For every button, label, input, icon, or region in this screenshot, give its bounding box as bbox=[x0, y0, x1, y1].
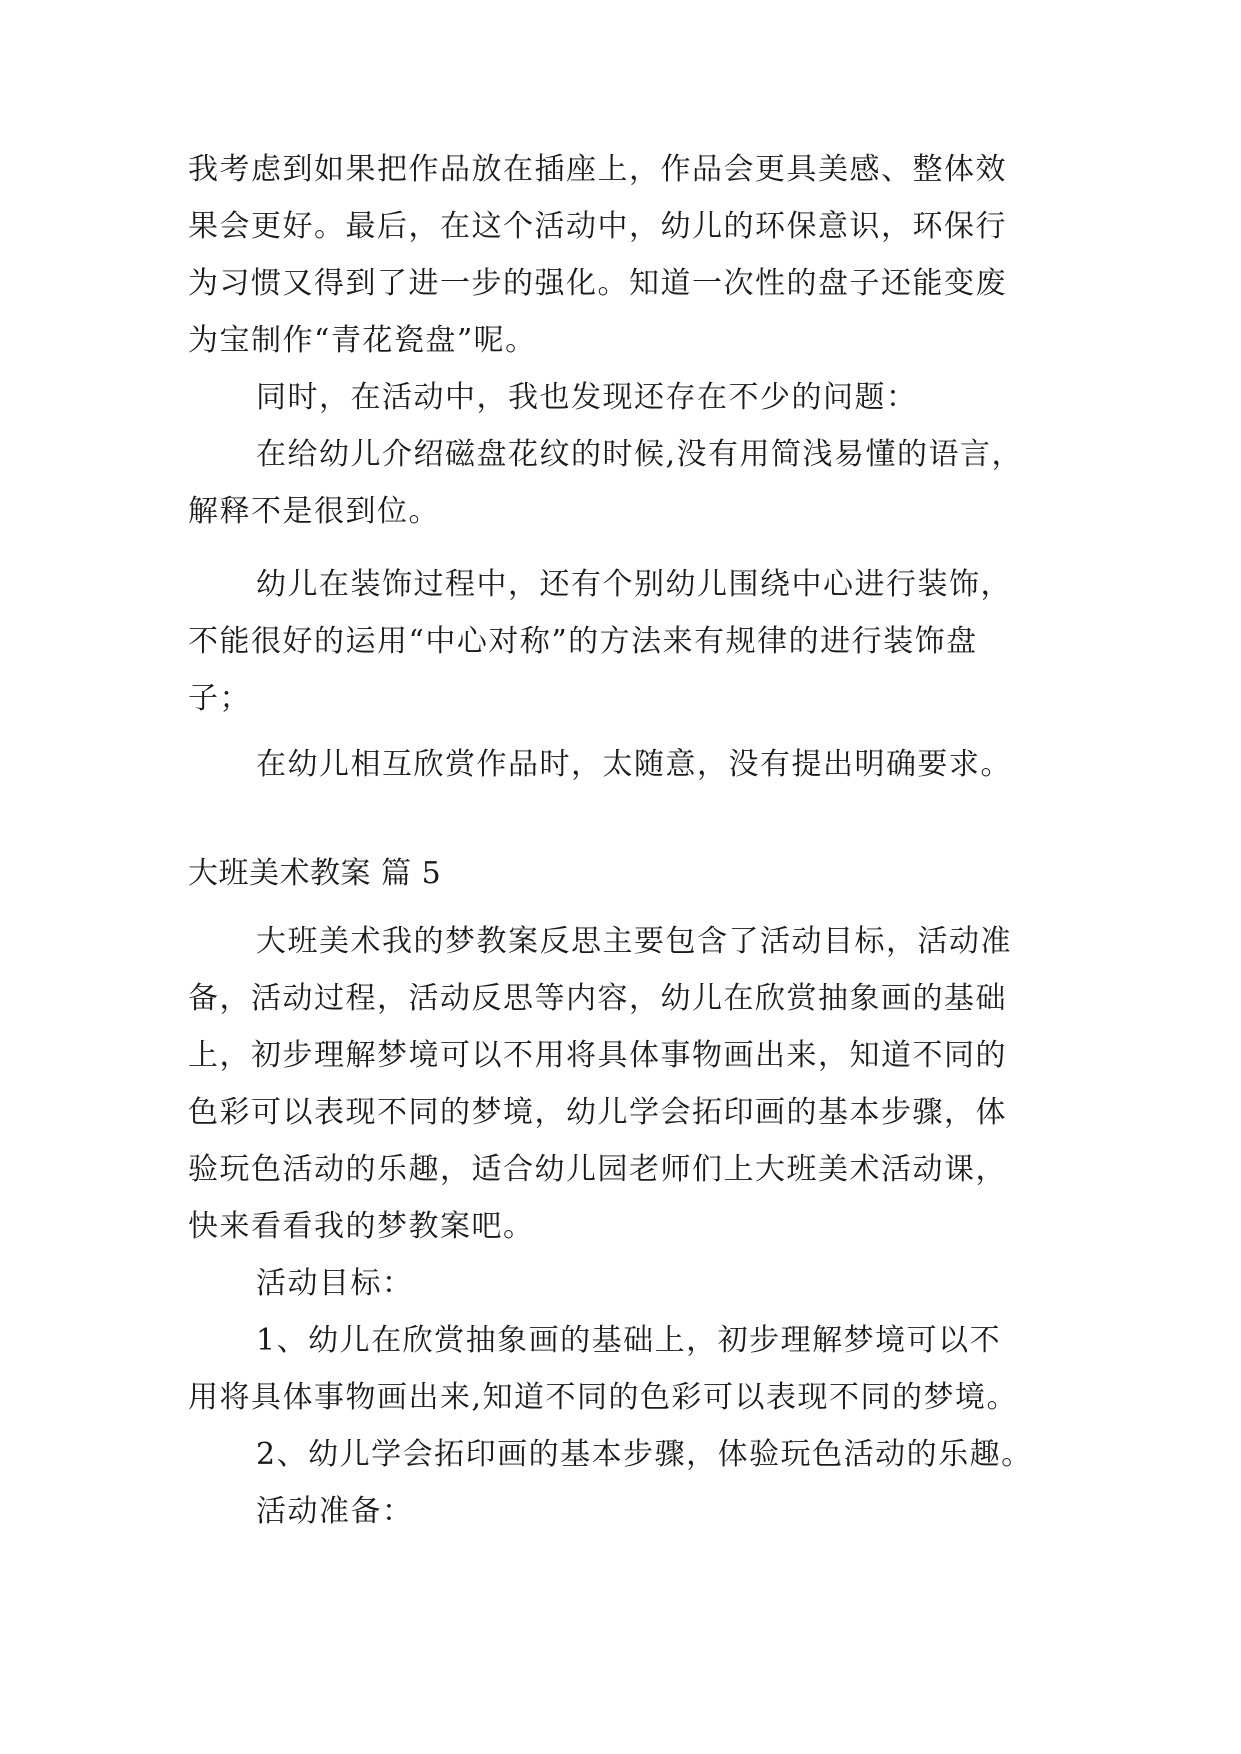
paragraph-line: 果会更好。最后，在这个活动中，幼儿的环保意识，环保行 bbox=[188, 209, 1007, 244]
paragraph-line: 上，初步理解梦境可以不用将具体事物画出来，知道不同的 bbox=[188, 1038, 1007, 1073]
paragraph-line: 解释不是很到位。 bbox=[188, 494, 440, 529]
paragraph-line: 在给幼儿介绍磁盘花纹的时候,没有用简浅易懂的语言， bbox=[256, 437, 1024, 472]
paragraph-line: 备，活动过程，活动反思等内容，幼儿在欣赏抽象画的基础 bbox=[188, 981, 1007, 1016]
paragraph-line: 同时，在活动中，我也发现还存在不少的问题： bbox=[256, 380, 918, 415]
section-heading: 大班美术教案 篇 5 bbox=[188, 856, 442, 891]
paragraph-line: 为宝制作“青花瓷盘”呢。 bbox=[188, 323, 537, 358]
paragraph-line: 色彩可以表现不同的梦境，幼儿学会拓印画的基本步骤，体 bbox=[188, 1095, 1007, 1130]
paragraph-line: 活动目标： bbox=[256, 1266, 414, 1301]
paragraph-line: 1、幼儿在欣赏抽象画的基础上，初步理解梦境可以不 bbox=[256, 1323, 1002, 1358]
paragraph-line: 快来看看我的梦教案吧。 bbox=[188, 1209, 535, 1244]
paragraph-line: 我考虑到如果把作品放在插座上，作品会更具美感、整体效 bbox=[188, 152, 1007, 187]
paragraph-line: 不能很好的运用“中心对称”的方法来有规律的进行装饰盘 bbox=[188, 624, 978, 659]
paragraph-line: 活动准备： bbox=[256, 1494, 414, 1529]
paragraph-line: 大班美术我的梦教案反思主要包含了活动目标，活动准 bbox=[256, 924, 1012, 959]
paragraph-line: 为习惯又得到了进一步的强化。知道一次性的盘子还能变废 bbox=[188, 266, 1007, 301]
paragraph-line: 用将具体事物画出来,知道不同的色彩可以表现不同的梦境。 bbox=[188, 1380, 1019, 1415]
paragraph-line: 幼儿在装饰过程中，还有个别幼儿围绕中心进行装饰， bbox=[256, 567, 1012, 602]
paragraph-line: 子； bbox=[188, 681, 251, 716]
paragraph-line: 2、幼儿学会拓印画的基本步骤，体验玩色活动的乐趣。 bbox=[256, 1437, 1033, 1472]
paragraph-line: 验玩色活动的乐趣，适合幼儿园老师们上大班美术活动课， bbox=[188, 1152, 1007, 1187]
paragraph-line: 在幼儿相互欣赏作品时，太随意，没有提出明确要求。 bbox=[256, 747, 1012, 782]
